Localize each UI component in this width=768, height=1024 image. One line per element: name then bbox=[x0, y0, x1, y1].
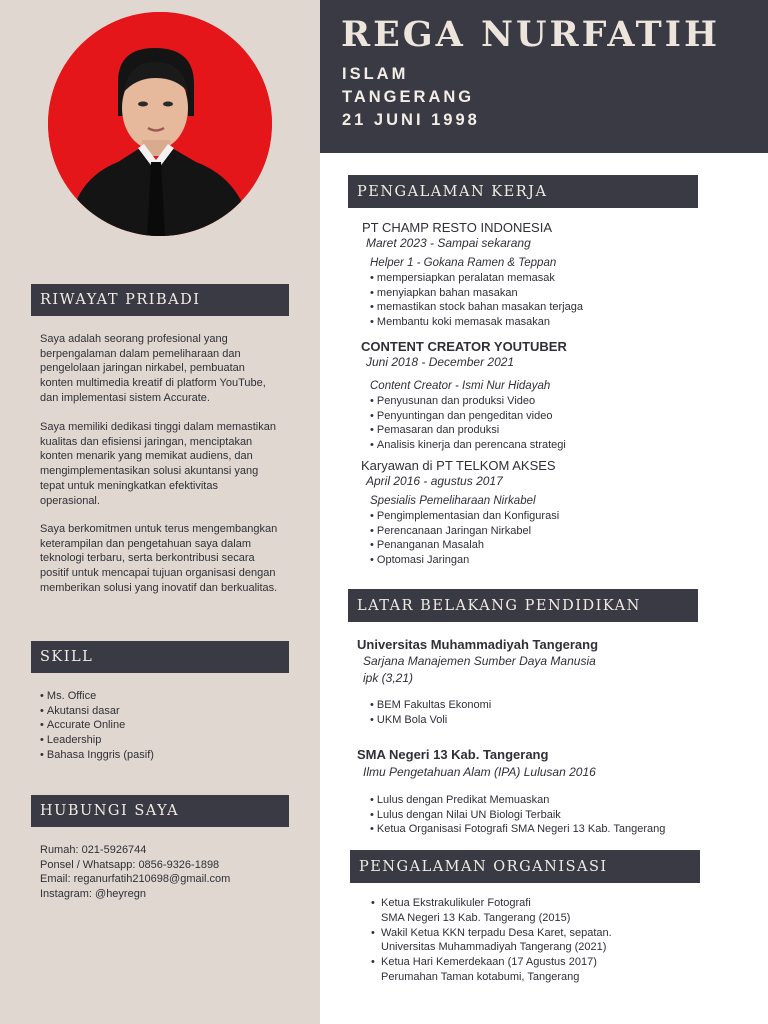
contact-instagram: Instagram: @heyregn bbox=[40, 888, 146, 901]
job-task-list bbox=[370, 394, 566, 452]
organisasi-role: • Ketua Hari Kemerdekaan (17 Agustus 2017) bbox=[381, 956, 597, 969]
organisasi-role: • Wakil Ketua KKN terpadu Desa Karet, sepatan. bbox=[381, 926, 612, 939]
organisasi-role: • Ketua Ekstrakulikuler Fotografi bbox=[381, 897, 531, 909]
skill-item: • Bahasa Inggris (pasif) bbox=[40, 748, 154, 763]
profile-photo bbox=[48, 12, 272, 236]
job-task: • Optomasi Jaringan bbox=[370, 553, 559, 568]
section-title-pengalaman: PENGALAMAN KERJA bbox=[348, 175, 698, 208]
job-task: • mempersiapkan peralatan memasak bbox=[370, 271, 583, 286]
job-task: • Analisis kinerja dan perencana strategi bbox=[370, 438, 566, 453]
school-activity: • UKM Bola Voli bbox=[370, 713, 491, 728]
school-gpa: ipk (3,21) bbox=[363, 671, 414, 685]
section-title-skill: SKILL bbox=[31, 641, 289, 673]
riwayat-paragraph-1: Saya adalah seorang profesional yang berpengalaman dalam pemeliharaan dan pengelolaan jaringan nirkabel, pembuatan konten multimedia kreatif di platform YouTube, dan implementasi sistem Accurate. bbox=[40, 333, 266, 404]
skill-item: • Accurate Online bbox=[40, 718, 154, 733]
section-title-pendidikan: LATAR BELAKANG PENDIDIKAN bbox=[348, 589, 698, 622]
section-title-riwayat: RIWAYAT PRIBADI bbox=[31, 284, 289, 316]
skill-item: • Ms. Office bbox=[40, 689, 154, 704]
school-activity: • BEM Fakultas Ekonomi bbox=[370, 698, 491, 713]
job-task: • Penanganan Masalah bbox=[370, 538, 559, 553]
job-company: PT CHAMP RESTO INDONESIA bbox=[362, 220, 552, 235]
job-period: Maret 2023 - Sampai sekarang bbox=[366, 236, 531, 250]
organisasi-list bbox=[371, 896, 612, 985]
job-task-list bbox=[370, 509, 559, 567]
job-period: Juni 2018 - December 2021 bbox=[366, 355, 515, 369]
contact-phone-home: Rumah: 021-5926744 bbox=[40, 844, 147, 856]
organisasi-item bbox=[371, 896, 612, 926]
school-activity: • Lulus dengan Nilai UN Biologi Terbaik bbox=[370, 808, 665, 823]
city: TANGERANG bbox=[342, 88, 475, 106]
job-period: April 2016 - agustus 2017 bbox=[366, 474, 503, 488]
religion: ISLAM bbox=[342, 65, 409, 83]
riwayat-paragraph-3: Saya berkomitmen untuk terus mengembangkan keterampilan dan pengetahuan saya dalam teknologi terbaru, serta berkontribusi secara positif untuk mencapai tujuan organisasi dengan memberikan solusi yang inovatif dan berkualitas. bbox=[40, 523, 278, 594]
job-task: • Pemasaran dan produksi bbox=[370, 423, 566, 438]
section-title-hubungi: HUBUNGI SAYA bbox=[31, 795, 289, 827]
school-activity-list bbox=[370, 793, 665, 837]
school-program: Sarjana Manajemen Sumber Daya Manusia bbox=[363, 654, 596, 668]
contact-info bbox=[40, 843, 230, 902]
job-task: • Pengimplementasian dan Konfigurasi bbox=[370, 509, 559, 524]
school-name: SMA Negeri 13 Kab. Tangerang bbox=[357, 747, 549, 762]
birth-date: 21 JUNI 1998 bbox=[342, 111, 480, 129]
contact-mobile: Ponsel / Whatsapp: 0856-9326-1898 bbox=[40, 858, 220, 871]
skill-item: • Leadership bbox=[40, 733, 154, 748]
riwayat-paragraph-2: Saya memiliki dedikasi tinggi dalam memastikan kualitas dan efisiensi jaringan, menciptakan konten menarik yang memikat audiens, dan mengimplementasikan solusi akuntansi yang tepat untuk meningkatkan efektivitas operasional. bbox=[40, 421, 276, 507]
job-task: • Membantu koki memasak masakan bbox=[370, 315, 583, 330]
job-task: • memastikan stock bahan masakan terjaga bbox=[370, 300, 583, 315]
full-name: REGA NURFATIH bbox=[341, 14, 721, 55]
job-task: • Perencanaan Jaringan Nirkabel bbox=[370, 524, 559, 539]
skill-list bbox=[40, 689, 154, 763]
job-company: CONTENT CREATOR YOUTUBER bbox=[361, 339, 567, 354]
job-role: Spesialis Pemeliharaan Nirkabel bbox=[370, 495, 536, 507]
school-activity: • Lulus dengan Predikat Memuaskan bbox=[370, 793, 665, 808]
school-activity: • Ketua Organisasi Fotografi SMA Negeri 13 Kab. Tangerang bbox=[370, 822, 665, 837]
organisasi-place: Perumahan Taman kotabumi, Tangerang bbox=[381, 970, 580, 983]
school-name: Universitas Muhammadiyah Tangerang bbox=[357, 637, 599, 652]
school-activity-list bbox=[370, 698, 491, 727]
skill-item: • Akutansi dasar bbox=[40, 704, 154, 719]
organisasi-place: SMA Negeri 13 Kab. Tangerang (2015) bbox=[381, 911, 571, 924]
organisasi-item bbox=[371, 926, 612, 956]
job-task: • Penyusunan dan produksi Video bbox=[370, 394, 566, 409]
job-task-list bbox=[370, 271, 583, 329]
organisasi-item bbox=[371, 955, 612, 985]
contact-email: Email: reganurfatih210698@gmail.com bbox=[40, 873, 231, 886]
job-role: Helper 1 - Gokana Ramen & Teppan bbox=[370, 257, 557, 269]
school-program: Ilmu Pengetahuan Alam (IPA) Lulusan 2016 bbox=[363, 765, 596, 779]
job-task: • menyiapkan bahan masakan bbox=[370, 286, 583, 301]
organisasi-place: Universitas Muhammadiyah Tangerang (2021) bbox=[381, 941, 607, 954]
job-role: Content Creator - Ismi Nur Hidayah bbox=[370, 380, 551, 392]
section-title-organisasi: PENGALAMAN ORGANISASI bbox=[350, 850, 700, 883]
job-task: • Penyuntingan dan pengeditan video bbox=[370, 409, 566, 424]
job-company: Karyawan di PT TELKOM AKSES bbox=[361, 458, 556, 473]
